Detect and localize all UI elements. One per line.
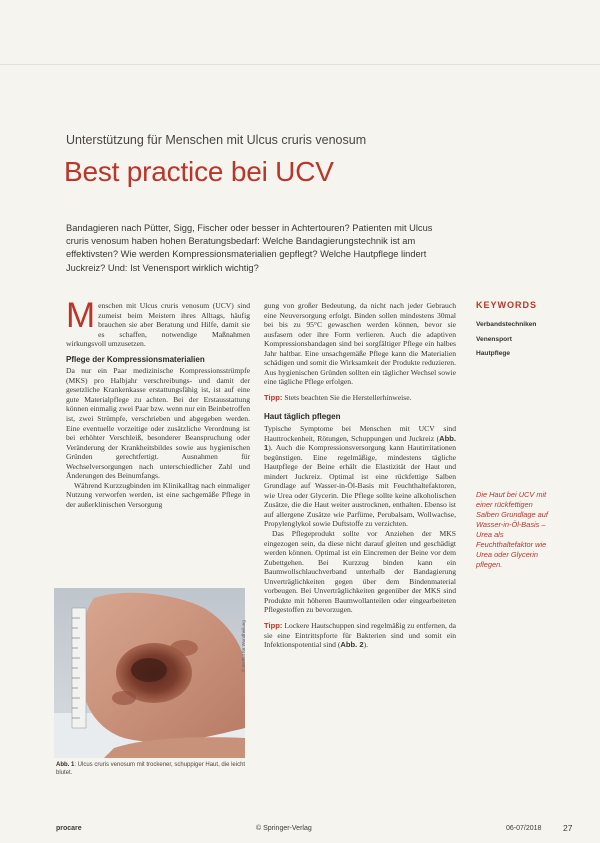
product-paragraph: Das Pflegeprodukt sollte vor Anziehen der MKS eingezogen sein, da diese nicht darauf gleiten und geschädigt werden können. Optimal ist ein Eincremen der Beine vor dem Zubettgehen. Bei Kurzzug binden kann ein Baumwollschlauchverband unterhalb der Bandagierung Unverträglichkeiten gegen über dem Bindenmaterial vorbeugen. Bei Unverträglichkeiten gegenüber der MKS sind Produkte mit höheren Baumwollanteilen oder eingearbeiteten Pflegestoffen zu bevorzugen. xyxy=(264,529,456,615)
caption-text: : Ulcus cruris venosum mit trockener, schuppiger Haut, die leicht blutet. xyxy=(56,762,246,776)
tip-1-text: Stets beachten Sie die Herstellerhinweise. xyxy=(282,392,412,402)
tip-2-label: Tipp: xyxy=(264,620,283,630)
article-title: Best practice bei UCV xyxy=(64,156,334,187)
text-column-2 xyxy=(264,301,456,650)
tip-2-text-a: Lockere Hautschuppen sind regelmäßig zu entfernen, da sie eine Eintrittspforte für Bakterien sind und somit ein Infektionspotential sind ( xyxy=(264,620,456,650)
care-paragraph: gung von großer Bedeutung, da nicht nach jeder Gebrauch eine Neuversorgung erfolgt. Binden sollen mindestens 30mal bei bis zu 95°C gewaschen werden können, bevor sie ausfasern oder ihre Form verlieren. Auch die adaptiven Kompressionsbandagen sind bei sorgfältiger Pflege ein halbes Jahr haltbar. Eine unsachgemäße Pflege kann die Materialien schädigen und somit die Wirksamkeit der Produkte reduzieren. Aus hygienischen Gründen sollten ein täglicher Wechsel sowie eine tägliche Pflege erfolgen. xyxy=(264,301,456,387)
tip-2 xyxy=(264,621,456,650)
figure-caption xyxy=(56,761,251,777)
footer-publisher: © Springer-Verlag xyxy=(256,825,312,832)
footer-journal: procare xyxy=(56,825,82,832)
wound-photo-illustration xyxy=(54,588,245,758)
tip-1 xyxy=(264,393,456,403)
footer-issue: 06-07/2018 xyxy=(506,825,542,832)
tip-1-label: Tipp: xyxy=(264,392,283,402)
figure-ref-2: Abb. 2 xyxy=(340,640,364,650)
section-heading-materials: Pflege der Kompressionsmaterialien xyxy=(66,354,205,364)
bandage-paragraph: Während Kurzzugbinden im Klinikalltag nach einmaliger Nutzung verworfen werden, ist eine sachgemäße Pflege in der außerklinischen Versorgung xyxy=(66,480,250,509)
figure-ref-1: Abb. 1 xyxy=(264,433,456,453)
pull-quote: Die Haut bei UCV mit einer rückfettigen Salben Grundlage auf Wasser-in-Öl-Basis – Urea als Feuchthaltefaktor wie Urea oder Glycerin pflegen. xyxy=(476,490,548,569)
drop-cap: M xyxy=(66,296,96,335)
keyword-item: Verbandstechniken xyxy=(476,321,537,328)
tip-2-text-b: ). xyxy=(363,640,369,650)
keywords-title: KEYWORDS xyxy=(476,300,538,310)
page-number: 27 xyxy=(563,823,573,833)
caption-label: Abb. 1 xyxy=(56,762,75,768)
skin-paragraph xyxy=(264,424,456,529)
article-kicker: Unterstützung für Menschen mit Ulcus cruris venosum xyxy=(66,133,367,147)
keywords-box xyxy=(476,300,537,362)
wound-photo xyxy=(54,588,245,758)
materials-paragraph: Da nur ein Paar medizinische Kompressionsstrümpfe (MKS) pro Halbjahr verschreibungs- und damit der gesetzliche Krankenkasse erstattungsfähig ist, ist auf eine gute Materialpflege zu achten. Bei der Erstausstattung können einmalig zwei Paar bzw. wenn nur ein Beinbetroffen ist, zwei Strümpfe, verschrieben und abgegeben werden. Eine eventuelle vorzeitige oder zusätzliche Verordnung ist bei erhöhter Verschleiß, besonderer Beanspruchung oder Veränderung der Krankheitsbildes sowie aus hygienischen Gründen gerechtfertigt. Ausnahmen für Wechselversorgungen nach unterschiedlicher Zahl und Änderungen des Beinumfangs. xyxy=(66,366,250,481)
article-lead: Bandagieren nach Pütter, Sigg, Fischer oder besser in Achtertouren? Patienten mit Ulcus cruris venosum haben hohen Beratungsbedarf: Welche Bandagierungstechnik ist am effektivsten? Wie werden Kompressionsmaterialien gepflegt? Welche Hautpflege lindert Juckreiz? Und: Ist Venensport wirklich wichtig? xyxy=(66,223,433,273)
skin-text-a: Typische Symptome bei Menschen mit UCV sind Hauttrockenheit, Rötungen, Schuppungen und Juckreiz ( xyxy=(264,424,456,443)
text-column-1 xyxy=(66,296,250,509)
photo-credit: © Institut für Wundheilung xyxy=(241,620,246,672)
section-heading-skin: Haut täglich pflegen xyxy=(264,412,341,422)
keyword-item: Hautpflege xyxy=(476,350,511,357)
keyword-item: Venensport xyxy=(476,335,512,343)
page-fold-line xyxy=(0,64,600,65)
intro-paragraph: enschen mit Ulcus cruris venosum (UCV) sind zumeist beim Meistern ihres Alltags, häufig brauchen sie aber Beratung und Hilfe, damit sie es schaffen, notwendige Maßnahmen wirkungsvoll umzusetzen. xyxy=(66,301,250,349)
skin-text-b: ). Auch die Kompressionsversorgung kann Hautirritationen begünstigen. Eine regelmäßige, mindestens tägliche Hautpflege der Beine erhält die Elastizität der Haut und mindert Juckreiz. Optimal ist eine rückfettige Salben Grundlage auf Wasser-in-Öl-Basis mit Feuchthaltefaktoren, wie Urea oder Glycerin. Die Pflege sollte keine alkoholischen Zusätze, die die Haut weiter austrocknen, enthalten. Ebenso ist auf allergene Zusätze wie Parfüme, Perubalsam, Wollwachse, Propylenglykol sowie Duftstoffe zu verzichten. xyxy=(264,443,456,529)
